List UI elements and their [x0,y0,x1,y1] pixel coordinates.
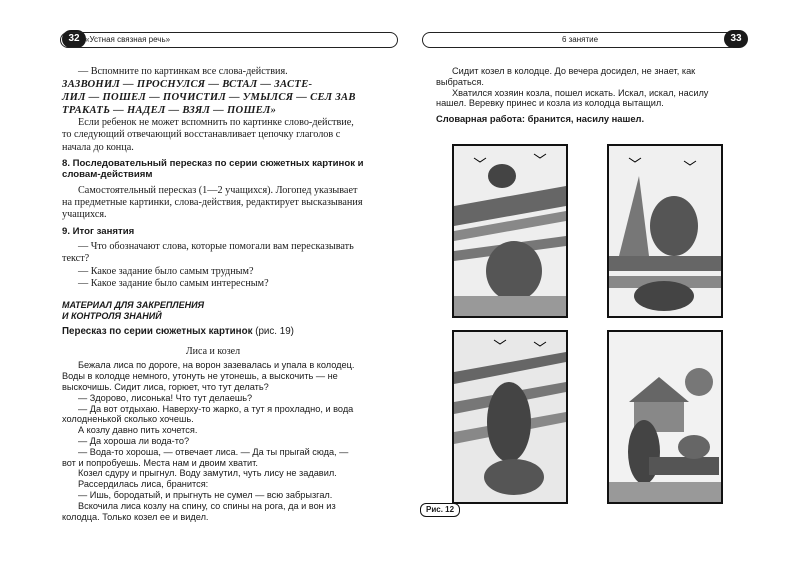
story-line: А козлу давно пить хочется. [78,425,198,436]
story-text [62,360,364,522]
material-heading [62,300,364,322]
section-8-title: 8. Последовательный пересказ по серии сюжетных картинок и словам-действиям [62,157,364,181]
story-line: — Ишь, бородатый, и прыгнуть не сумел — всю забрызгал. [78,489,333,500]
question: — Какое задание было самым интересным? [78,277,269,289]
material-heading-line: МАТЕРИАЛ ДЛЯ ЗАКРЕПЛЕНИЯ [62,300,205,311]
story-line: Рассердилась лиса, бранится: [78,479,209,490]
material-heading-line: И КОНТРОЛЯ ЗНАНИЙ [62,311,162,322]
fox-in-well-goat-looking-picture [452,144,568,318]
story-line: Козел сдуру и прыгнул. Воду замутил, чуть лису не задавил. [78,468,337,479]
story-line: — Да хороша ли вода-то? [78,436,190,446]
section-9-title: 9. Итог занятия [62,225,135,237]
story-line: Бежала лиса по дороге, на ворон зазевалась и упала в колодец. Воды в колодце немного, утонуть не утонешь, а выскочить — не выскочишь. Сидит лиса, горюет, что тут делать? [62,360,355,393]
left-text-block [62,66,364,522]
running-header: «Устная связная речь» [60,32,398,48]
section-8-text: Самостоятельный пересказ (1—2 учащихся). Логопед указывает на предметные картинки, слова-действия, редактирует высказывания учащихся. [62,185,363,221]
intro-line: — Вспомните по картинкам все слова-действия. [78,66,288,77]
story-title: Лиса и козел [185,346,241,358]
verb-line: ЛИЛ — ПОШЕЛ — ПОЧИСТИЛ — УМЫЛСЯ — СЕЛ ЗАВ [62,92,356,104]
right-text-block [436,66,736,125]
figure-label: Рис. 12 [420,503,460,517]
page-number: 32 [62,30,86,48]
owner-pulls-goat-picture [607,330,723,504]
verb-line: ТРАКАТЬ — НАДЕЛ — ВЗЯЛ — ПОШЕЛ» [62,105,277,117]
goat-jumps-into-well-picture [607,144,723,318]
question: — Какое задание было самым трудным? [78,265,254,277]
story-continuation [436,66,736,109]
fox-climbs-goat-picture [452,330,568,504]
remark-paragraph: Если ребенок не может вспомнить по картинке слово-действие, то следующий отвечающий восстанавливает цепочку глаголов с начала до конца. [62,117,354,153]
running-header: 6 занятие [422,32,738,48]
retelling-title [62,326,364,338]
verb-line: ЗАЗВОНИЛ — ПРОСНУЛСЯ — ВСТАЛ — ЗАСТЕ- [62,79,313,91]
story-line: Сидит козел в колодце. До вечера досидел, не знает, как выбраться. [436,66,696,87]
page-number: 33 [724,30,748,48]
story-line: — Да вот отдыхаю. Наверху-то жарко, а тут я прохладно, и вода холодненькой сколько хочешь. [62,403,354,425]
verb-chain [62,78,364,117]
vocabulary-work: Словарная работа: бранится, насилу нашел. [436,113,645,125]
figure-reference: (рис. 19) [255,326,294,338]
question: — Что обозначают слова, которые помогали вам пересказывать текст? [62,241,354,265]
story-line: — Здорово, лисонька! Что тут делаешь? [78,392,253,403]
retelling-title-text: Пересказ по серии сюжетных картинок [62,326,253,338]
story-line: Вскочила лиса козлу на спину, со спины на рога, да и вон из колодца. Только козел ее и видел. [62,500,336,522]
story-line: — Вода-то хороша, — отвечает лиса. — Да ты прыгай сюда, — вот и попробуешь. Места нам и двоим хватит. [62,446,349,468]
story-line: Хватился хозяин козла, пошел искать. Искал, искал, насилу нашел. Веревку принес и козла из колодца вытащил. [436,87,709,109]
